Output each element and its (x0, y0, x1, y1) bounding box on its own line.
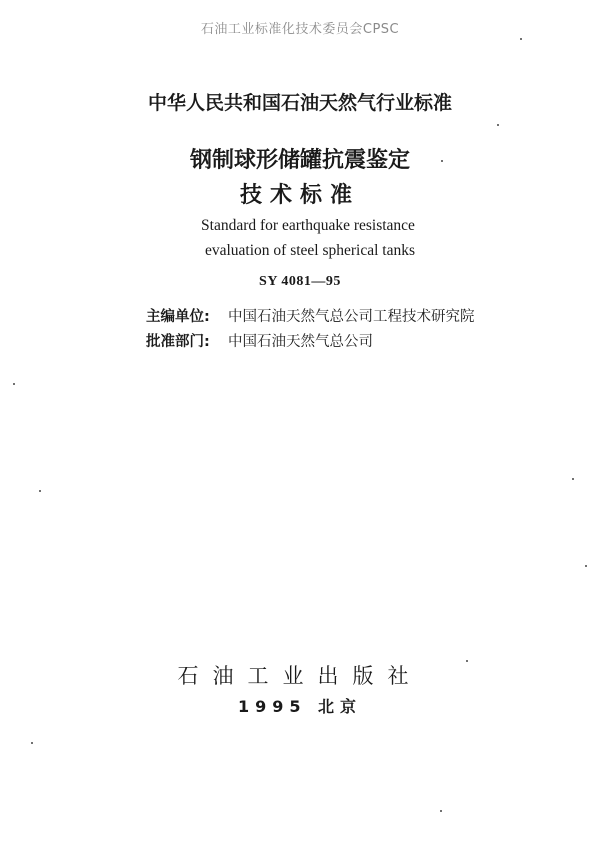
industry-standard-heading: 中华人民共和国石油天然气行业标准 (147, 92, 452, 114)
title-en-line1: Standard for earthquake resistance (201, 217, 415, 234)
standard-code: SY 4081—95 (259, 274, 341, 289)
scan-speck (520, 38, 522, 40)
publication-year-place: 1995 北京 (237, 697, 363, 716)
title-en-line2: evaluation of steel spherical tanks (204, 242, 416, 259)
scan-speck (585, 565, 587, 567)
scan-speck (39, 490, 41, 492)
scan-speck (31, 742, 33, 744)
editor-label: 主编单位: (146, 309, 210, 325)
scan-speck (572, 478, 574, 480)
editor-row (146, 305, 475, 326)
scan-speck (441, 160, 443, 162)
watermark-text: 石油工业标准化技术委员会CPSC (200, 22, 400, 37)
publisher-name: 石油工业出版社 (177, 664, 423, 688)
scan-speck (466, 660, 468, 662)
scan-speck (13, 383, 15, 385)
title-cn-line2: 技术标准 (239, 183, 360, 208)
approver-row (146, 330, 373, 351)
title-cn-line1: 钢制球形储罐抗震鉴定 (189, 148, 410, 173)
approver-value: 中国石油天然气总公司 (228, 334, 373, 350)
scan-speck (440, 810, 442, 812)
editor-value: 中国石油天然气总公司工程技术研究院 (228, 309, 475, 325)
scan-speck (497, 124, 499, 126)
approver-label: 批准部门: (146, 334, 210, 350)
